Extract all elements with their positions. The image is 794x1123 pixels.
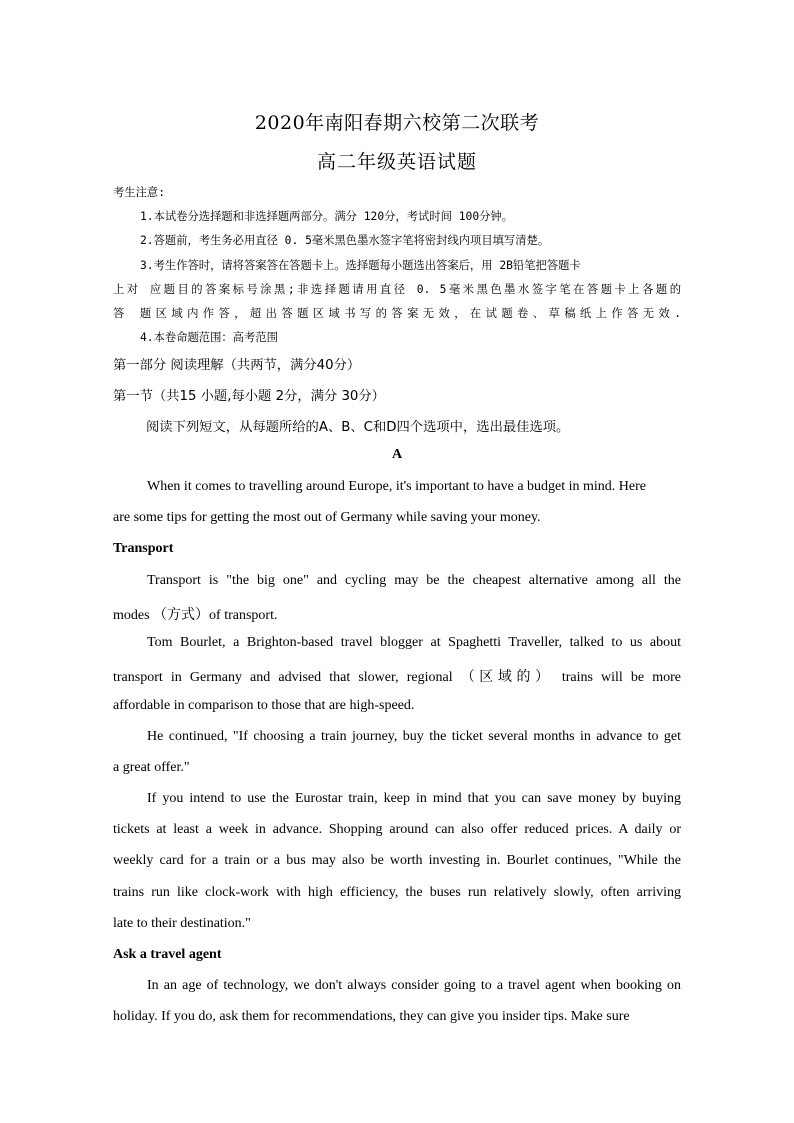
- paragraph-line: tickets at least a week in advance. Shopping around can also offer reduced prices. A daily or: [113, 822, 681, 837]
- notice-item-4: 4.本卷命题范围：高考范围: [140, 331, 278, 344]
- paragraph-line: Transport is "the big one" and cycling may be the cheapest alternative among all the: [147, 573, 681, 588]
- notice-item-3-line-1: 3.考生作答时，请将答案答在答题卡上。选择题每小题选出答案后，用 2B铅笔把答题卡: [140, 259, 581, 272]
- paragraph-line: modes （方式）of transport.: [113, 608, 278, 623]
- part-heading: 第一部分 阅读理解（共两节，满分40分）: [113, 358, 361, 373]
- paragraph-line: trains run like clock-work with high efficiency, the buses run relatively slowly, often arriving: [113, 885, 681, 900]
- paragraph-line: In an age of technology, we don't always consider going to a travel agent when booking on: [147, 978, 681, 993]
- notice-item-2: 2.答题前，考生务必用直径 0. 5毫米黑色墨水签字笔将密封线内项目填写清楚。: [140, 234, 550, 247]
- reading-instruction: 阅读下列短文，从每题所给的A、B、C和D四个选项中，选出最佳选项。: [146, 420, 570, 435]
- notice-item-1: 1.本试卷分选择题和非选择题两部分。满分 120分，考试时间 100分钟。: [140, 210, 514, 223]
- notice-item-3-line-3: 答 题区域内作答，超出答题区域书写的答案无效，在试题卷、草稿纸上作答无效.: [113, 307, 681, 320]
- paragraph-line: holiday. If you do, ask them for recommendations, they can give you insider tips. Make sure: [113, 1009, 630, 1024]
- paragraph-line: Tom Bourlet, a Brighton-based travel blogger at Spaghetti Traveller, talked to us about: [147, 635, 681, 650]
- section-heading: 第一节（共15 小题,每小题 2分，满分 30分）: [113, 389, 385, 404]
- exam-title: 2020年南阳春期六校第二次联考: [254, 112, 540, 134]
- exam-subtitle: 高二年级英语试题: [316, 151, 477, 173]
- paragraph-line: transport in Germany and advised that slower, regional （区域的） trains will be more: [113, 670, 681, 685]
- passage-label: A: [391, 447, 403, 462]
- paragraph-line: late to their destination.": [113, 916, 251, 931]
- paragraph-line: If you intend to use the Eurostar train, keep in mind that you can save money by buying: [147, 791, 681, 806]
- paragraph-line: He continued, "If choosing a train journey, buy the ticket several months in advance to get: [147, 729, 681, 744]
- paragraph-line: weekly card for a train or a bus may also be worth investing in. Bourlet continues, "While the: [113, 853, 681, 868]
- section-heading-transport: Transport: [113, 541, 174, 556]
- section-heading-travel-agent: Ask a travel agent: [113, 947, 222, 962]
- paragraph-line: affordable in comparison to those that are high-speed.: [113, 698, 415, 713]
- notice-item-3-line-2: 上对 应题目的答案标号涂黑;非选择题请用直径 0. 5毫米黑色墨水签字笔在答题卡上各题的: [113, 283, 681, 296]
- paragraph-line: a great offer.": [113, 760, 190, 775]
- paragraph-line: are some tips for getting the most out of Germany while saving your money.: [113, 510, 541, 525]
- paragraph-line: When it comes to travelling around Europe, it's important to have a budget in mind. Here: [147, 479, 647, 494]
- notice-label: 考生注意:: [113, 186, 165, 199]
